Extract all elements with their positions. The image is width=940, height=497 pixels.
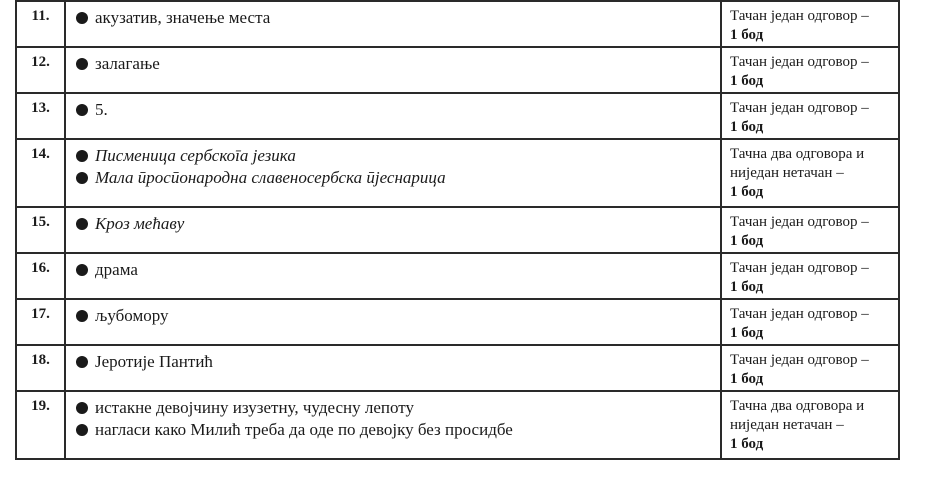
answer-text: акузатив, значење места <box>95 8 271 27</box>
answer-text: Јеротије Пантић <box>95 352 213 371</box>
answer-text: драма <box>95 260 138 279</box>
answer-row <box>16 139 899 207</box>
answer-text: истакне девојчину изузетну, чудесну лепоту <box>95 398 414 417</box>
question-number: 19. <box>16 391 65 459</box>
answer-text: нагласи како Милић треба да оде по девојку без просидбе <box>95 420 513 439</box>
answer-cell <box>65 139 721 207</box>
question-number: 16. <box>16 253 65 299</box>
points-value: 1 бод <box>730 279 764 295</box>
points-cell <box>721 207 899 253</box>
answer-text: Кроз мећаву <box>95 214 185 233</box>
points-value: 1 бод <box>730 73 764 89</box>
points-criteria: Тачан један одговор – <box>730 260 869 276</box>
bullet-icon <box>76 310 88 322</box>
answer-cell <box>65 391 721 459</box>
answer-line <box>76 259 714 281</box>
points-cell <box>721 47 899 93</box>
answer-line <box>76 7 714 29</box>
bullet-icon <box>76 218 88 230</box>
bullet-icon <box>76 402 88 414</box>
answer-cell <box>65 1 721 47</box>
points-criteria: Тачна два одговора и <box>730 146 865 162</box>
answer-cell <box>65 93 721 139</box>
answer-row <box>16 253 899 299</box>
answer-row <box>16 1 899 47</box>
points-criteria: ниједан нетачан – <box>730 165 844 181</box>
bullet-icon <box>76 12 88 24</box>
bullet-icon <box>76 356 88 368</box>
answer-cell <box>65 253 721 299</box>
points-value: 1 бод <box>730 184 764 200</box>
points-cell <box>721 139 899 207</box>
bullet-icon <box>76 424 88 436</box>
points-criteria: Тачна два одговора и <box>730 398 865 414</box>
answer-line <box>76 53 714 75</box>
question-number: 13. <box>16 93 65 139</box>
points-value: 1 бод <box>730 325 764 341</box>
answer-cell <box>65 345 721 391</box>
question-number: 18. <box>16 345 65 391</box>
question-number: 14. <box>16 139 65 207</box>
bullet-icon <box>76 58 88 70</box>
points-cell <box>721 93 899 139</box>
answer-key-body <box>16 1 899 459</box>
question-number: 12. <box>16 47 65 93</box>
points-criteria: Тачан један одговор – <box>730 306 869 322</box>
answer-cell <box>65 207 721 253</box>
points-criteria: Тачан један одговор – <box>730 8 869 24</box>
answer-key-table <box>15 0 900 460</box>
answer-row <box>16 207 899 253</box>
points-value: 1 бод <box>730 436 764 452</box>
answer-cell <box>65 299 721 345</box>
bullet-icon <box>76 172 88 184</box>
points-cell <box>721 299 899 345</box>
points-criteria: ниједан нетачан – <box>730 417 844 433</box>
bullet-icon <box>76 264 88 276</box>
answer-text: Писменица сербскоīа језика <box>95 146 296 165</box>
answer-line <box>76 167 714 189</box>
answer-text: 5. <box>95 100 108 119</box>
answer-row <box>16 391 899 459</box>
answer-line <box>76 213 714 235</box>
question-number: 11. <box>16 1 65 47</box>
question-number: 17. <box>16 299 65 345</box>
answer-line <box>76 99 714 121</box>
points-cell <box>721 391 899 459</box>
answer-row <box>16 299 899 345</box>
points-criteria: Тачан један одговор – <box>730 214 869 230</box>
answer-row <box>16 345 899 391</box>
answer-line <box>76 351 714 373</box>
answer-cell <box>65 47 721 93</box>
points-criteria: Тачан један одговор – <box>730 100 869 116</box>
answer-row <box>16 93 899 139</box>
answer-line <box>76 305 714 327</box>
answer-text: Мала ӣросӣонародна славеносербска ӣјеснарица <box>95 168 446 187</box>
points-value: 1 бод <box>730 27 764 43</box>
answer-row <box>16 47 899 93</box>
points-criteria: Тачан један одговор – <box>730 54 869 70</box>
points-cell <box>721 1 899 47</box>
points-value: 1 бод <box>730 119 764 135</box>
points-value: 1 бод <box>730 371 764 387</box>
bullet-icon <box>76 104 88 116</box>
answer-text: залагање <box>95 54 160 73</box>
bullet-icon <box>76 150 88 162</box>
points-value: 1 бод <box>730 233 764 249</box>
points-cell <box>721 345 899 391</box>
answer-text: љубомору <box>95 306 169 325</box>
points-cell <box>721 253 899 299</box>
answer-line <box>76 419 714 441</box>
question-number: 15. <box>16 207 65 253</box>
answer-line <box>76 145 714 167</box>
answer-line <box>76 397 714 419</box>
points-criteria: Тачан један одговор – <box>730 352 869 368</box>
